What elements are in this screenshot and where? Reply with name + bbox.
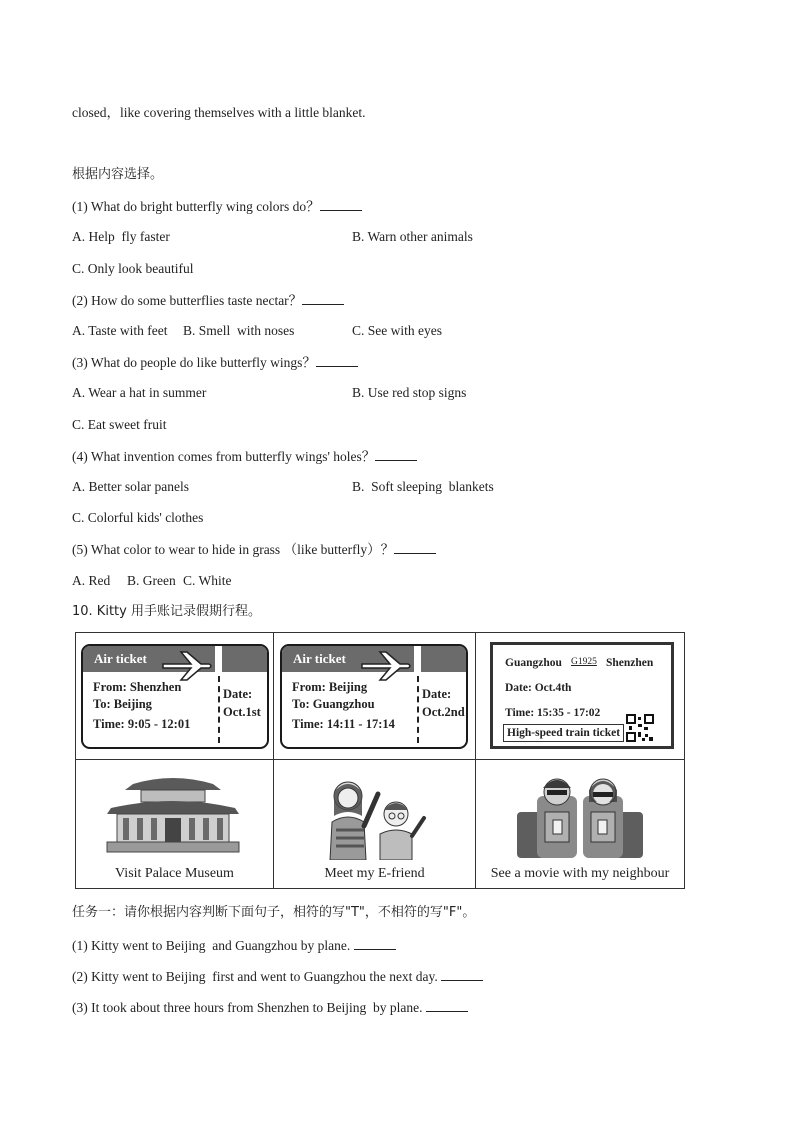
air-ticket-1-to: To: Beijing: [93, 697, 152, 711]
q5-option-a[interactable]: A. Red: [72, 573, 111, 588]
question-2: [72, 292, 344, 309]
qr-code-icon: [626, 714, 654, 742]
question-2-options: [72, 323, 442, 339]
q4-option-b[interactable]: B. Soft sleeping blankets: [352, 479, 494, 494]
statement-1-blank[interactable]: [354, 937, 396, 950]
answer-blank-3[interactable]: [316, 354, 358, 367]
q1-option-c[interactable]: C. Only look beautiful: [72, 261, 194, 276]
statement-3-text: (3) It took about three hours from Shenzhen to Beijing by plane.: [72, 1000, 423, 1015]
air-ticket-1-from: From: Shenzhen: [93, 680, 182, 694]
answer-blank-1[interactable]: [320, 198, 362, 211]
air-ticket-2-time: Time: 14:11 - 17:14: [292, 717, 395, 731]
question-3-stem: (3) What do people do like butterfly wings？: [72, 355, 316, 370]
friends-waving-icon: [314, 774, 434, 860]
answer-blank-5[interactable]: [394, 541, 436, 554]
statement-2-text: (2) Kitty went to Beijing first and went to Guangzhou the next day.: [72, 969, 438, 984]
statement-3: [72, 999, 468, 1016]
question-1: [72, 198, 362, 215]
question-4-options: [72, 479, 494, 495]
q5-option-b[interactable]: B. Green: [127, 573, 176, 588]
q1-option-b[interactable]: B. Warn other animals: [352, 229, 473, 244]
air-ticket-2-from: From: Beijing: [292, 680, 368, 694]
question-5-stem: (5) What color to wear to hide in grass （like butterfly）？: [72, 542, 395, 557]
q3-option-b[interactable]: B. Use red stop signs: [352, 385, 467, 400]
itinerary-table: [75, 632, 685, 889]
question-5: [72, 541, 436, 558]
air-ticket-2-to: To: Guangzhou: [292, 697, 375, 711]
movie-theater-icon: [513, 768, 647, 860]
q4-option-c[interactable]: C. Colorful kids' clothes: [72, 510, 204, 525]
train-from: Guangzhou: [505, 657, 562, 669]
statement-2: [72, 968, 483, 985]
activity-3-caption: See a movie with my neighbour: [490, 866, 670, 881]
e-friend-cell: [274, 760, 475, 888]
train-date: Date: Oct.4th: [505, 682, 572, 694]
question-4: [72, 448, 417, 465]
air-ticket-2-cell: [274, 633, 475, 759]
q2-option-c[interactable]: C. See with eyes: [352, 323, 442, 338]
q4-option-a[interactable]: A. Better solar panels: [72, 479, 189, 494]
q2-option-a[interactable]: A. Taste with feet: [72, 323, 168, 338]
air-ticket-2-label: Air ticket: [293, 651, 346, 666]
q2-option-b[interactable]: B. Smell with noses: [183, 323, 295, 338]
statement-2-blank[interactable]: [441, 968, 483, 981]
statement-1: [72, 937, 396, 954]
activity-2-caption: Meet my E-friend: [324, 866, 425, 881]
air-ticket-2: [280, 644, 468, 749]
question-3-options: [72, 385, 467, 401]
train-number: G1925: [571, 657, 597, 667]
train-ticket-label: High-speed train ticket: [503, 724, 624, 742]
task1-instruction: 任务一：请你根据内容判断下面句子，相符的写"T"，不相符的写"F"。: [72, 905, 476, 920]
train-ticket-cell: [476, 633, 684, 759]
air-ticket-1-cell: [76, 633, 273, 759]
air-ticket-1-date: Oct.1st: [223, 705, 261, 719]
train-to: Shenzhen: [606, 657, 654, 669]
air-ticket-1-time: Time: 9:05 - 12:01: [93, 717, 191, 731]
question-10-title: 10. Kitty 用手账记录假期行程。: [72, 604, 261, 619]
question-2-stem: (2) How do some butterflies taste nectar？: [72, 293, 303, 308]
q3-option-c[interactable]: C. Eat sweet fruit: [72, 417, 167, 432]
airplane-icon: [161, 650, 213, 682]
air-ticket-1-date-label: Date:: [223, 687, 253, 701]
passage-last-line: closed，like covering themselves with a little blanket.: [72, 105, 366, 120]
statement-1-text: (1) Kitty went to Beijing and Guangzhou by plane.: [72, 938, 351, 953]
statement-3-blank[interactable]: [426, 999, 468, 1012]
section-instruction: 根据内容选择。: [72, 167, 164, 182]
palace-museum-icon: [103, 768, 243, 856]
question-3: [72, 354, 358, 371]
answer-blank-4[interactable]: [375, 448, 417, 461]
q3-option-a[interactable]: A. Wear a hat in summer: [72, 385, 207, 400]
air-ticket-2-date: Oct.2nd: [422, 705, 465, 719]
train-ticket: [490, 642, 674, 749]
question-5-options: [72, 573, 232, 589]
activity-1-caption: Visit Palace Museum: [115, 866, 234, 881]
answer-blank-2[interactable]: [302, 292, 344, 305]
question-1-stem: (1) What do bright butterfly wing colors do？: [72, 199, 320, 214]
air-ticket-1-label: Air ticket: [94, 651, 147, 666]
q5-option-c[interactable]: C. White: [183, 573, 232, 588]
airplane-icon: [360, 650, 412, 682]
air-ticket-2-date-label: Date:: [422, 687, 452, 701]
q1-option-a[interactable]: A. Help fly faster: [72, 229, 170, 244]
question-4-stem: (4) What invention comes from butterfly wings' holes？: [72, 449, 376, 464]
question-1-options: [72, 229, 473, 245]
movie-cell: [476, 760, 684, 888]
train-time: Time: 15:35 - 17:02: [505, 707, 601, 719]
palace-museum-cell: [76, 760, 273, 888]
air-ticket-1: [81, 644, 269, 749]
